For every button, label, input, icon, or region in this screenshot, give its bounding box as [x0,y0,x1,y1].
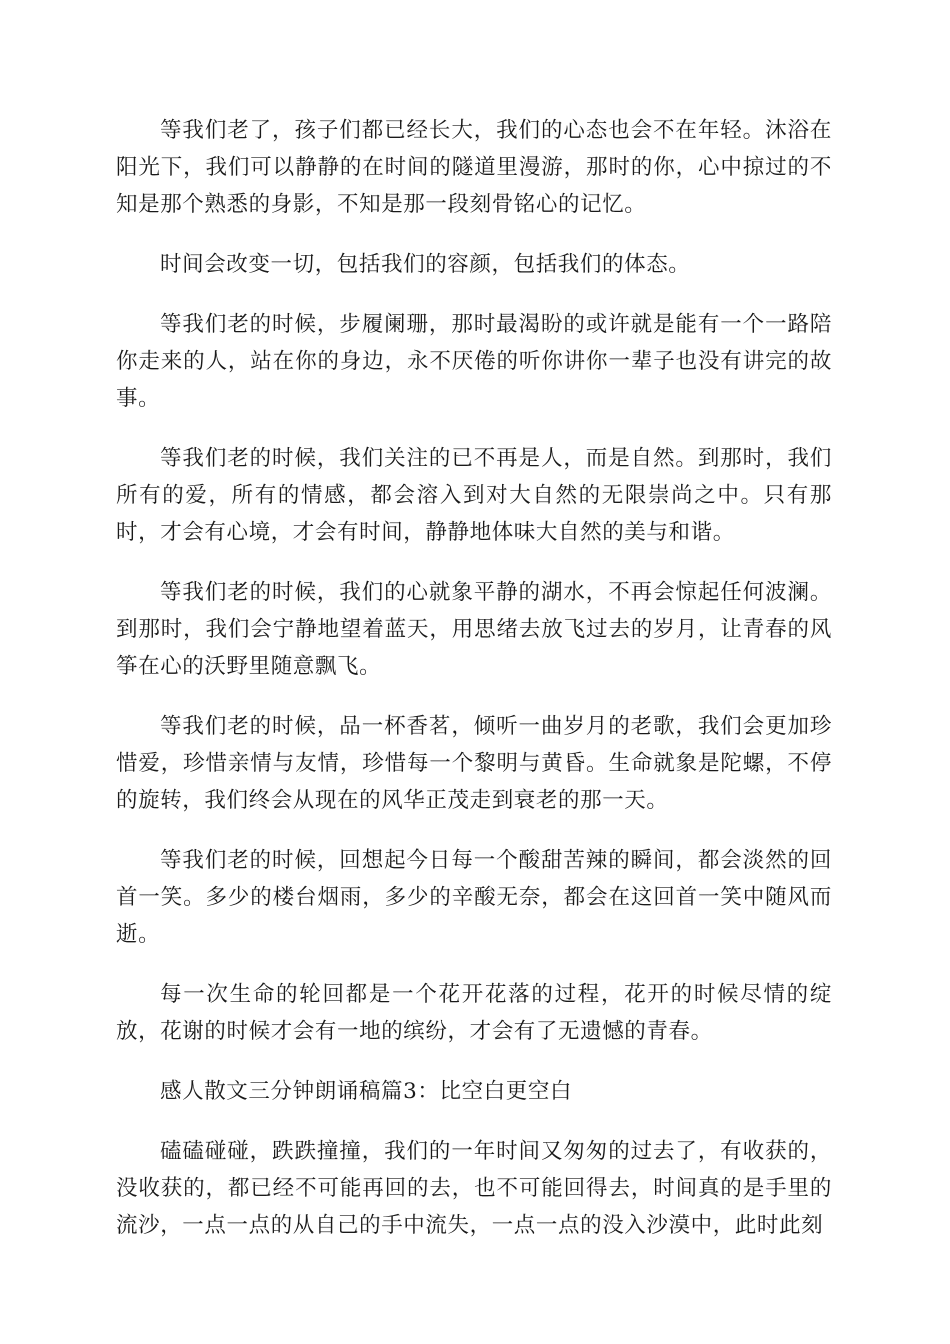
paragraph-2: 时间会改变一切，包括我们的容颜，包括我们的体态。 [160,252,691,277]
paragraph-1: 等我们老了，孩子们都已经长大，我们的心态也会不在年轻。沐浴在阳光下，我们可以静静的在时间的隧道里漫游，那时的你，心中掠过的不知是那个熟悉的身影，不知是那一段刻骨铭心的记忆。 [116,118,832,217]
paragraph-5: 等我们老的时候，我们的心就象平静的湖水，不再会惊起任何波澜。到那时，我们会宁静地望着蓝天，用思绪去放飞过去的岁月，让青春的风筝在心的沃野里随意飘飞。 [116,580,832,679]
paragraph-7: 等我们老的时候，回想起今日每一个酸甜苦辣的瞬间，都会淡然的回首一笑。多少的楼台烟雨，多少的辛酸无奈，都会在这回首一笑中随风而逝。 [116,848,832,947]
paragraph-4: 等我们老的时候，我们关注的已不再是人，而是自然。到那时，我们所有的爱，所有的情感，都会溶入到对大自然的无限崇尚之中。只有那时，才会有心境，才会有时间，静静地体味大自然的美与和谐。 [116,446,832,545]
paragraph-3: 等我们老的时候，步履阑珊，那时最渴盼的或许就是能有一个一路陪你走来的人，站在你的身边，永不厌倦的听你讲你一辈子也没有讲完的故事。 [116,312,832,411]
paragraph-9: 磕磕碰碰，跌跌撞撞，我们的一年时间又匆匆的过去了，有收获的，没收获的，都已经不可能再回的去，也不可能回得去，时间真的是手里的流沙，一点一点的从自己的手中流失，一点一点的没入沙漠中，此时此刻 [116,1139,832,1238]
paragraph-8: 每一次生命的轮回都是一个花开花落的过程，花开的时候尽情的绽放，花谢的时候才会有一地的缤纷，才会有了无遗憾的青春。 [116,982,832,1044]
document-body [116,112,832,1267]
section-heading: 感人散文三分钟朗诵稿篇3：比空白更空白 [160,1079,573,1104]
paragraph-6: 等我们老的时候，品一杯香茗，倾听一曲岁月的老歌，我们会更加珍惜爱，珍惜亲情与友情，珍惜每一个黎明与黄昏。生命就象是陀螺，不停的旋转，我们终会从现在的风华正茂走到衰老的那一天。 [116,714,832,813]
